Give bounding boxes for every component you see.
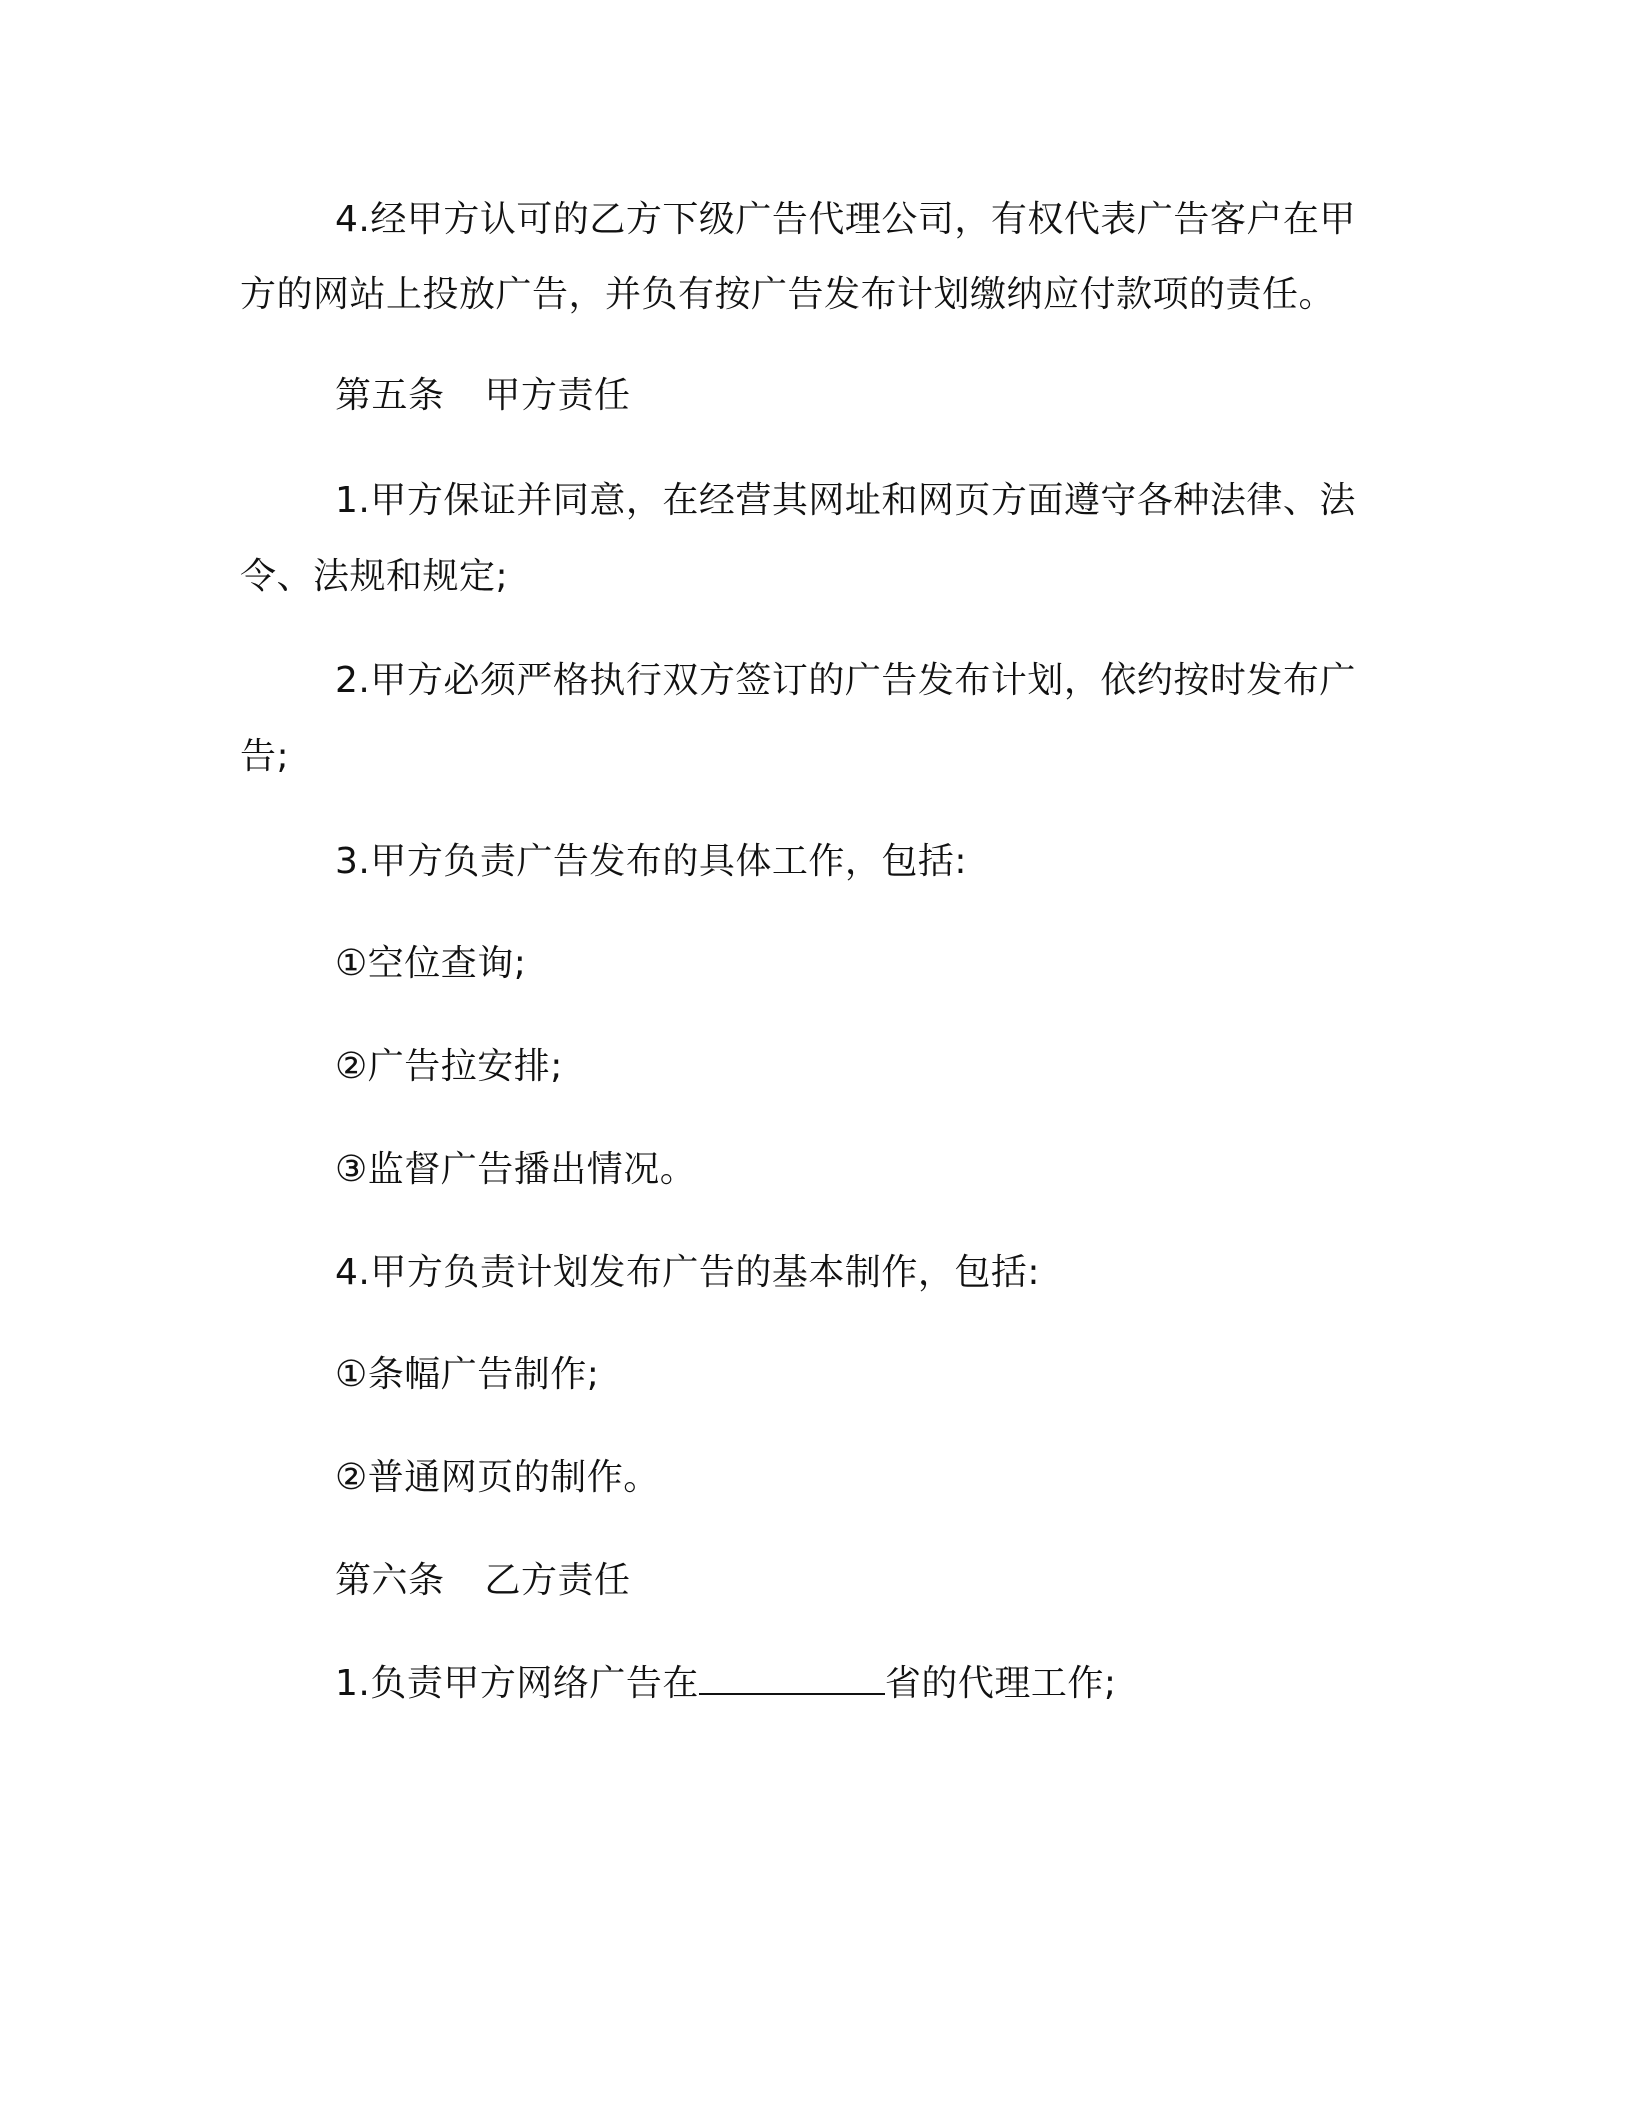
article-5-title: 甲方责任 [484,375,631,416]
article-6-heading [335,1559,631,1603]
clause-5-1-line-1: 1.甲方保证并同意，在经营其网址和网页方面遵守各种法律、法 [335,480,1356,521]
paragraph-4-line-1: 4.经甲方认可的乙方下级广告代理公司，有权代表广告客户在甲 [335,199,1356,240]
clause-6-1 [335,1662,1117,1706]
clause-5-3-item-3: ③监督广告播出情况。 [335,1149,697,1190]
clause-6-1-text-after: 省的代理工作; [884,1663,1117,1704]
clause-5-2-line-1: 2.甲方必须严格执行双方签订的广告发布计划，依约按时发布广 [335,660,1356,701]
clause-5-4-item-2: ②普通网页的制作。 [335,1457,660,1498]
article-6-title: 乙方责任 [484,1560,631,1601]
article-5-heading [335,374,631,418]
clause-5-2-line-2: 告; [240,736,290,777]
paragraph-4-line-2: 方的网站上投放广告，并负有按广告发布计划缴纳应付款项的责任。 [240,274,1336,315]
clause-5-4: 4.甲方负责计划发布广告的基本制作，包括: [335,1252,1040,1293]
province-blank-line [699,1663,885,1695]
clause-5-4-item-1: ①条幅广告制作; [335,1354,600,1395]
clause-5-3-item-1: ①空位查询; [335,943,527,984]
clause-5-3: 3.甲方负责广告发布的具体工作，包括: [335,841,967,882]
clause-6-1-text-before: 1.负责甲方网络广告在 [335,1663,699,1704]
clause-5-1-line-2: 令、法规和规定; [240,556,509,597]
clause-5-3-item-2: ②广告拉安排; [335,1046,563,1087]
article-6-number: 第六条 [335,1560,445,1601]
article-5-number: 第五条 [335,375,445,416]
